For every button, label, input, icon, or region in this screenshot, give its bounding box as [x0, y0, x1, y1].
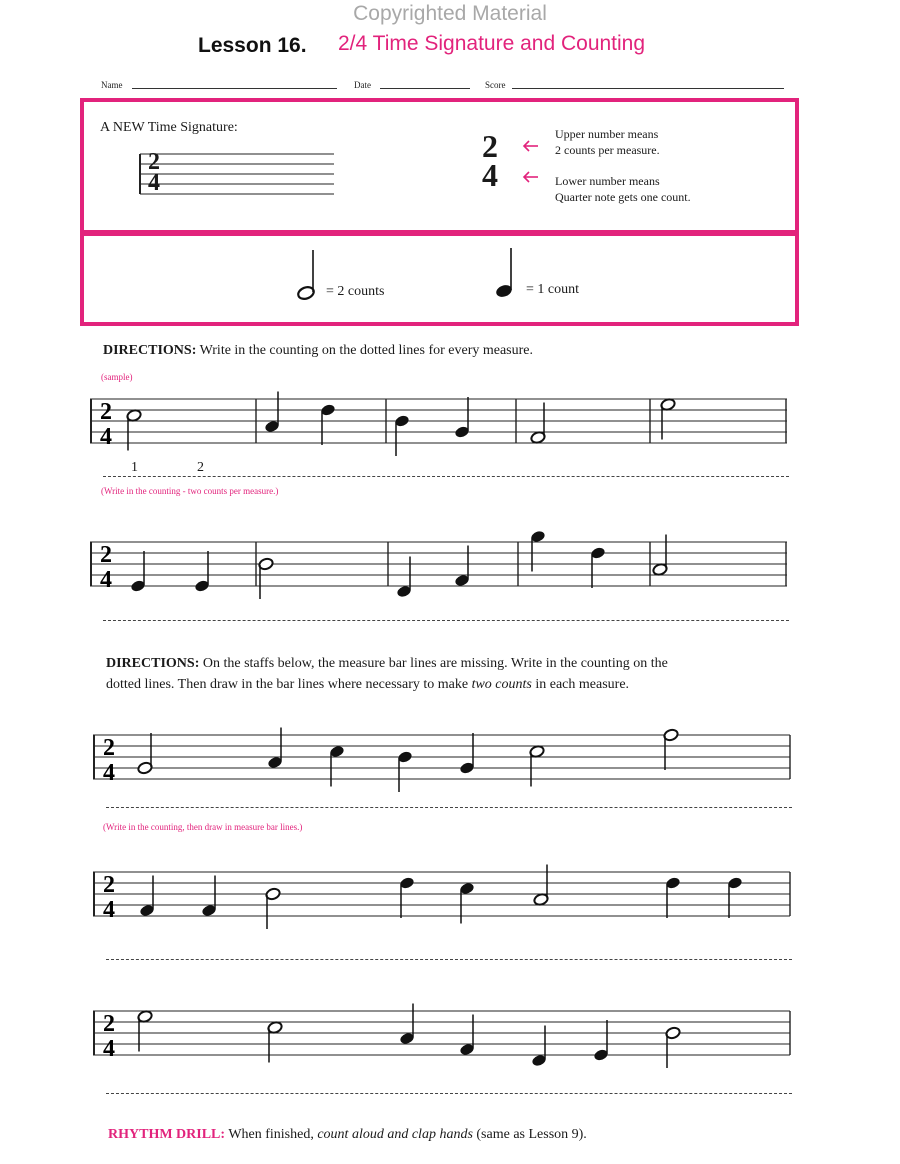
directions-2-line2b: in each measure. — [531, 677, 630, 692]
name-field[interactable] — [132, 88, 337, 89]
half-note-icon — [258, 557, 274, 599]
sample-count-1: 1 — [131, 460, 138, 475]
music-staff-5 — [93, 997, 793, 1077]
directions-2-emphasis: two counts — [471, 677, 532, 692]
directions-1-label: DIRECTIONS: — [103, 343, 197, 358]
rhythm-drill-label: RHYTHM DRILL: — [108, 1127, 226, 1142]
half-note-icon — [529, 745, 545, 787]
half-note-icon — [660, 398, 676, 440]
watermark: Copyrighted Material — [353, 2, 547, 25]
counting-line-3[interactable] — [106, 807, 792, 808]
half-note-icon — [652, 535, 668, 577]
directions-2-label: DIRECTIONS: — [106, 656, 200, 671]
quarter-note-icon — [139, 876, 155, 918]
rhythm-drill-text-a: When finished, — [228, 1127, 318, 1142]
lesson-title: 2/4 Time Signature and Counting — [338, 32, 646, 55]
example-lower-number: 4 — [148, 170, 160, 196]
time-signature-lower: 4 — [103, 1036, 115, 1062]
lower-number-explanation — [555, 173, 691, 205]
half-note-icon — [265, 887, 281, 929]
time-signature-heading: A NEW Time Signature: — [100, 120, 238, 135]
quarter-note-icon — [727, 876, 743, 918]
big-time-signature — [482, 128, 498, 193]
half-note-label: = 2 counts — [326, 284, 385, 299]
upper-explanation-line1: Upper number means — [555, 127, 659, 141]
half-note-icon — [665, 1026, 681, 1068]
left-arrow-icon — [524, 141, 538, 151]
quarter-note-icon — [531, 1026, 547, 1068]
quarter-note-icon — [397, 750, 413, 792]
half-note-icon — [290, 246, 320, 306]
directions-2-line1: On the staffs below, the measure bar lines are missing. Write in the counting on the — [202, 656, 668, 671]
date-field[interactable] — [380, 88, 470, 89]
quarter-note-icon — [459, 1015, 475, 1057]
directions-2-line2a: dotted lines. Then draw in the bar lines where necessary to make — [106, 677, 472, 692]
big-upper-number: 2 — [482, 128, 498, 164]
arrow-icons — [522, 140, 542, 190]
counting-line-5[interactable] — [106, 1093, 792, 1094]
example-upper-number: 2 — [148, 149, 160, 175]
date-label: Date — [354, 80, 371, 90]
quarter-note-icon — [454, 546, 470, 588]
section1-hint: (Write in the counting - two counts per measure.) — [101, 486, 279, 496]
half-note-icon — [137, 1010, 153, 1052]
quarter-note-icon — [194, 551, 210, 593]
counting-line-4[interactable] — [106, 959, 792, 960]
quarter-note-icon — [267, 728, 283, 770]
quarter-note-icon — [593, 1020, 609, 1062]
quarter-note-icon — [459, 882, 475, 924]
lesson-number: Lesson 16. — [198, 34, 307, 57]
quarter-note-icon — [394, 414, 410, 456]
quarter-note-icon — [320, 403, 336, 445]
counting-line-2[interactable] — [103, 620, 789, 621]
quarter-note-icon — [454, 397, 470, 439]
time-signature-upper: 2 — [100, 399, 112, 425]
time-signature-upper: 2 — [103, 1011, 115, 1037]
quarter-note-icon — [399, 1004, 415, 1046]
name-label: Name — [101, 80, 123, 90]
half-note-icon — [530, 403, 546, 445]
quarter-note-label: = 1 count — [526, 282, 579, 297]
rhythm-drill — [108, 1124, 587, 1145]
half-note-icon — [126, 409, 142, 451]
time-signature-upper: 2 — [100, 542, 112, 568]
example-time-signature — [148, 149, 160, 196]
half-note-icon — [267, 1021, 283, 1063]
big-lower-number: 4 — [482, 157, 498, 193]
directions-1 — [103, 340, 533, 361]
quarter-note-icon — [130, 551, 146, 593]
lower-explanation-line2: Quarter note gets one count. — [555, 190, 691, 204]
music-staff-1 — [90, 385, 790, 465]
quarter-note-icon — [590, 546, 606, 588]
time-signature-lower: 4 — [100, 567, 112, 593]
time-signature-lower: 4 — [100, 424, 112, 450]
music-staff-2 — [90, 528, 790, 608]
section2-hint: (Write in the counting, then draw in measure bar lines.) — [103, 822, 303, 832]
directions-1-text: Write in the counting on the dotted lines for every measure. — [199, 343, 533, 358]
quarter-note-icon — [665, 876, 681, 918]
time-signature-lower: 4 — [103, 897, 115, 923]
time-signature-lower: 4 — [103, 760, 115, 786]
quarter-note-icon — [492, 244, 522, 304]
rhythm-drill-text-b: (same as Lesson 9). — [472, 1127, 587, 1142]
half-note-icon — [533, 865, 549, 907]
music-staff-4 — [93, 858, 793, 938]
quarter-note-icon — [264, 392, 280, 434]
rhythm-drill-emphasis: count aloud and clap hands — [317, 1127, 473, 1142]
quarter-note-icon — [530, 530, 546, 572]
counting-line-1[interactable] — [103, 476, 789, 477]
quarter-note-icon — [201, 876, 217, 918]
directions-2 — [106, 653, 796, 695]
example-staff — [140, 149, 340, 202]
left-arrow-icon — [524, 172, 538, 182]
time-signature-upper: 2 — [103, 735, 115, 761]
upper-number-explanation — [555, 126, 660, 158]
upper-explanation-line2: 2 counts per measure. — [555, 143, 660, 157]
half-note-icon — [663, 728, 679, 770]
score-label: Score — [485, 80, 506, 90]
sample-count-2: 2 — [197, 460, 204, 475]
quarter-note-icon — [459, 733, 475, 775]
score-field[interactable] — [512, 88, 784, 89]
lower-explanation-line1: Lower number means — [555, 174, 660, 188]
note-values-box — [80, 230, 799, 326]
music-staff-3 — [93, 721, 793, 801]
time-signature-upper: 2 — [103, 872, 115, 898]
sample-label: (sample) — [101, 372, 133, 382]
half-note-icon — [137, 733, 153, 775]
quarter-note-icon — [396, 557, 412, 599]
quarter-note-icon — [399, 876, 415, 918]
quarter-note-icon — [329, 745, 345, 787]
